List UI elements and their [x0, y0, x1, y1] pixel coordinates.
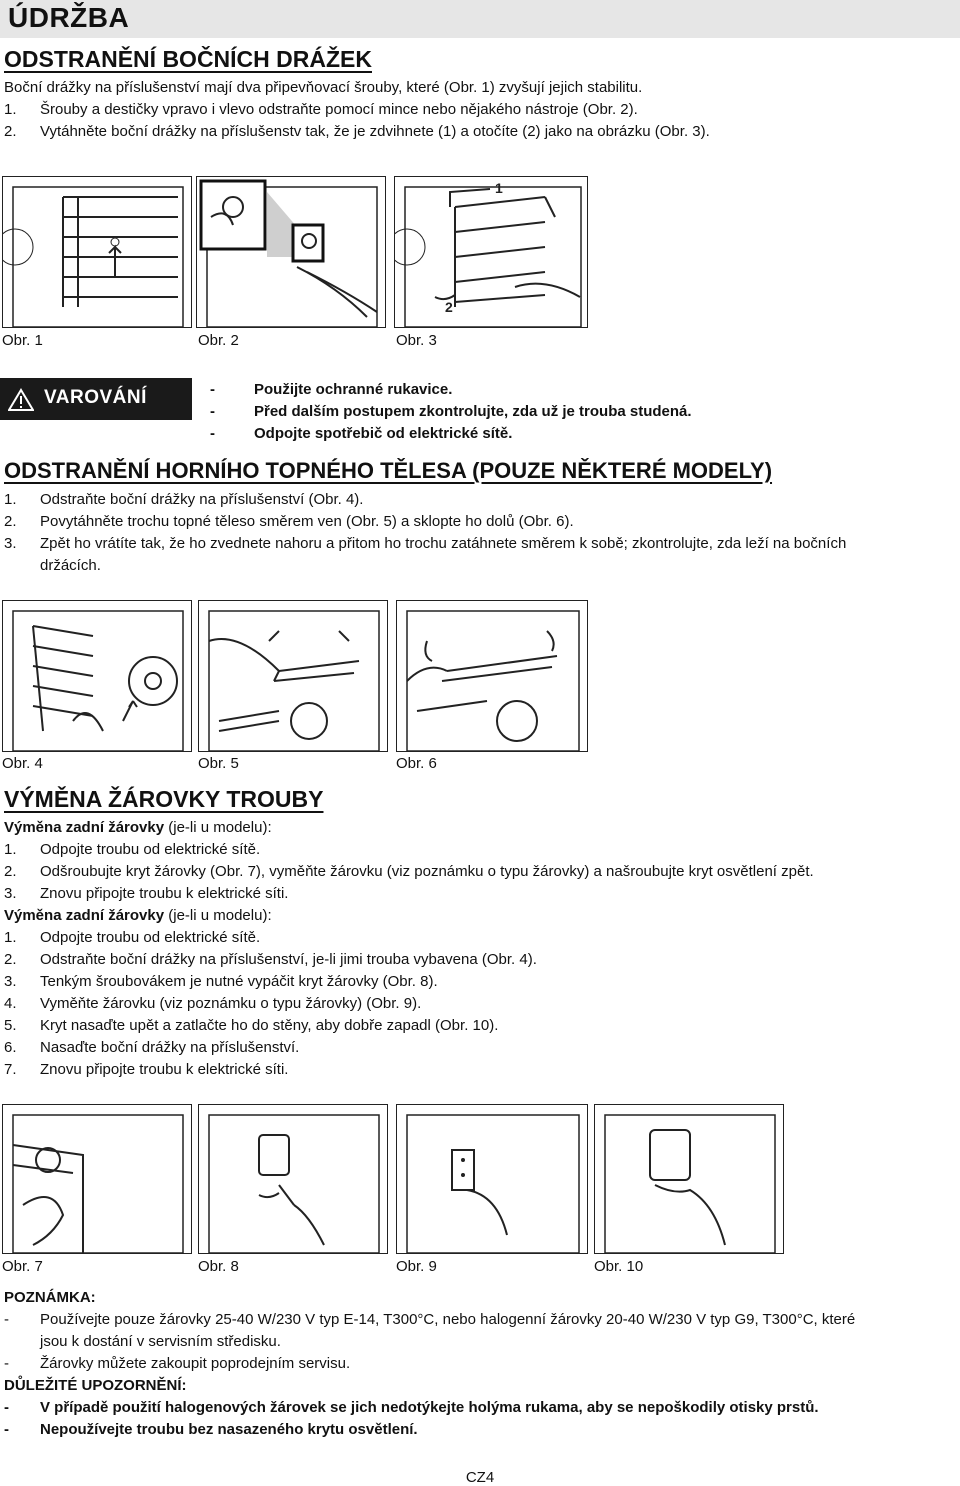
page-number: CZ4 [465, 1469, 495, 1486]
fig3-marker-2: 2 [445, 299, 453, 315]
caption-obr-4: Obr. 4 [2, 755, 43, 772]
oven-rack-illustration [3, 177, 191, 327]
step-item: 1. Odpojte troubu od elektrické sítě. [4, 929, 261, 946]
caption-obr-7: Obr. 7 [2, 1258, 43, 1275]
note-title: POZNÁMKA: [4, 1289, 96, 1306]
section-title-heating-element: ODSTRANĚNÍ HORNÍHO TOPNÉHO TĚLESA (POUZE NĚKTERÉ MODELY) [4, 458, 773, 483]
caption-obr-3: Obr. 3 [396, 332, 437, 349]
note-item-continued: jsou k dostání v servisním středisku. [40, 1333, 281, 1350]
subheading: Výměna zadní žárovky (je-li u modelu): [4, 907, 272, 924]
important-title: DŮLEŽITÉ UPOZORNĚNÍ: [4, 1377, 187, 1394]
important-item: - Nepoužívejte troubu bez nasazeného krytu osvětlení. [4, 1421, 418, 1438]
warning-item: - Před dalším postupem zkontrolujte, zda už je trouba studená. [210, 403, 692, 420]
figure-obr-4 [2, 600, 192, 752]
page-title: ÚDRŽBA [8, 2, 130, 33]
step-number: 1. [4, 101, 17, 118]
step-item [4, 100, 638, 120]
figure-obr-6 [396, 600, 588, 752]
step-item: 3. Tenkým šroubovákem je nutné vypáčit kryt žárovky (Obr. 8). [4, 973, 438, 990]
step-text-continued: držácích. [40, 557, 101, 574]
step-item: 1. Odpojte troubu od elektrické sítě. [4, 841, 261, 858]
important-item: - V případě použití halogenových žárovek se jich nedotýkejte holýma rukama, aby se nepoškodily otisky prstů. [4, 1399, 819, 1416]
figure-obr-10 [594, 1104, 784, 1254]
caption-obr-9: Obr. 9 [396, 1258, 437, 1275]
figure-obr-2 [196, 176, 386, 328]
step-number: 2. [4, 123, 17, 140]
step-item: 5. Kryt nasaďte upět a zatlačte ho do stěny, aby dobře zapadl (Obr. 10). [4, 1017, 499, 1034]
caption-obr-5: Obr. 5 [198, 755, 239, 772]
caption-obr-1: Obr. 1 [2, 332, 43, 349]
step-item [4, 122, 710, 142]
note-item: - Žárovky můžete zakoupit poprodejním servisu. [4, 1355, 351, 1372]
figure-obr-7 [2, 1104, 192, 1254]
step-item: 4. Vyměňte žárovku (viz poznámku o typu žárovky) (Obr. 9). [4, 995, 422, 1012]
fig3-marker-1: 1 [495, 180, 503, 196]
note-item: - Používejte pouze žárovky 25-40 W/230 V typ E-14, T300°C, nebo halogenní žárovky 20-40 W/230 V typ G9, T300°C, které [4, 1311, 856, 1328]
step-item: 2. Povytáhněte trochu topné těleso směrem ven (Obr. 5) a sklopte ho dolů (Obr. 6). [4, 513, 574, 530]
caption-obr-10: Obr. 10 [594, 1258, 644, 1275]
section-title-side-rails: ODSTRANĚNÍ BOČNÍCH DRÁŽEK [4, 46, 372, 72]
caption-obr-8: Obr. 8 [198, 1258, 239, 1275]
step-item: 6. Nasaďte boční drážky na příslušenství. [4, 1039, 300, 1056]
step-item: 2. Odšroubujte kryt žárovky (Obr. 7), vyměňte žárovku (viz poznámku o typu žárovky) a našroubujte kryt osvětlení zpět. [4, 863, 814, 880]
header-banner [0, 0, 960, 38]
intro-text: Boční drážky na příslušenství mají dva připevňovací šrouby, které (Obr. 1) zvyšují jejich stabilitu. [4, 79, 643, 96]
figure-obr-1 [2, 176, 192, 328]
step-text: Šrouby a destičky vpravo i vlevo odstraňte pomocí mince nebo nějakého nástroje (Obr. 2). [40, 101, 638, 118]
step-item: 1. Odstraňte boční drážky na příslušenství (Obr. 4). [4, 491, 364, 508]
section-title-lamp: VÝMĚNA ŽÁROVKY TROUBY [4, 786, 324, 812]
step-item: 7. Znovu připojte troubu k elektrické síti. [4, 1061, 289, 1078]
step-item: 3. Znovu připojte troubu k elektrické síti. [4, 885, 289, 902]
warning-item: - Odpojte spotřebič od elektrické sítě. [210, 425, 513, 442]
caption-obr-6: Obr. 6 [396, 755, 437, 772]
warning-icon [8, 388, 34, 412]
warning-item: - Použijte ochranné rukavice. [210, 381, 453, 398]
figure-obr-3 [394, 176, 588, 328]
figure-obr-9 [396, 1104, 588, 1254]
step-item: 2. Odstraňte boční drážky na příslušenství, je-li jimi trouba vybavena (Obr. 4). [4, 951, 537, 968]
caption-obr-2: Obr. 2 [198, 332, 239, 349]
step-text: Vytáhněte boční drážky na příslušenstv tak, že je zdvihnete (1) a otočíte (2) jako na obrázku (Obr. 3). [40, 123, 710, 140]
step-item: 3. Zpět ho vrátíte tak, že ho zvednete nahoru a přitom ho trochu zatáhnete směrem k sobě; zkontrolujte, zda leží na bočních [4, 535, 847, 552]
figure-obr-5 [198, 600, 388, 752]
subheading: Výměna zadní žárovky (je-li u modelu): [4, 819, 272, 836]
figure-obr-8 [198, 1104, 388, 1254]
warning-label: VAROVÁNÍ [44, 387, 147, 408]
warning-badge [0, 378, 192, 420]
